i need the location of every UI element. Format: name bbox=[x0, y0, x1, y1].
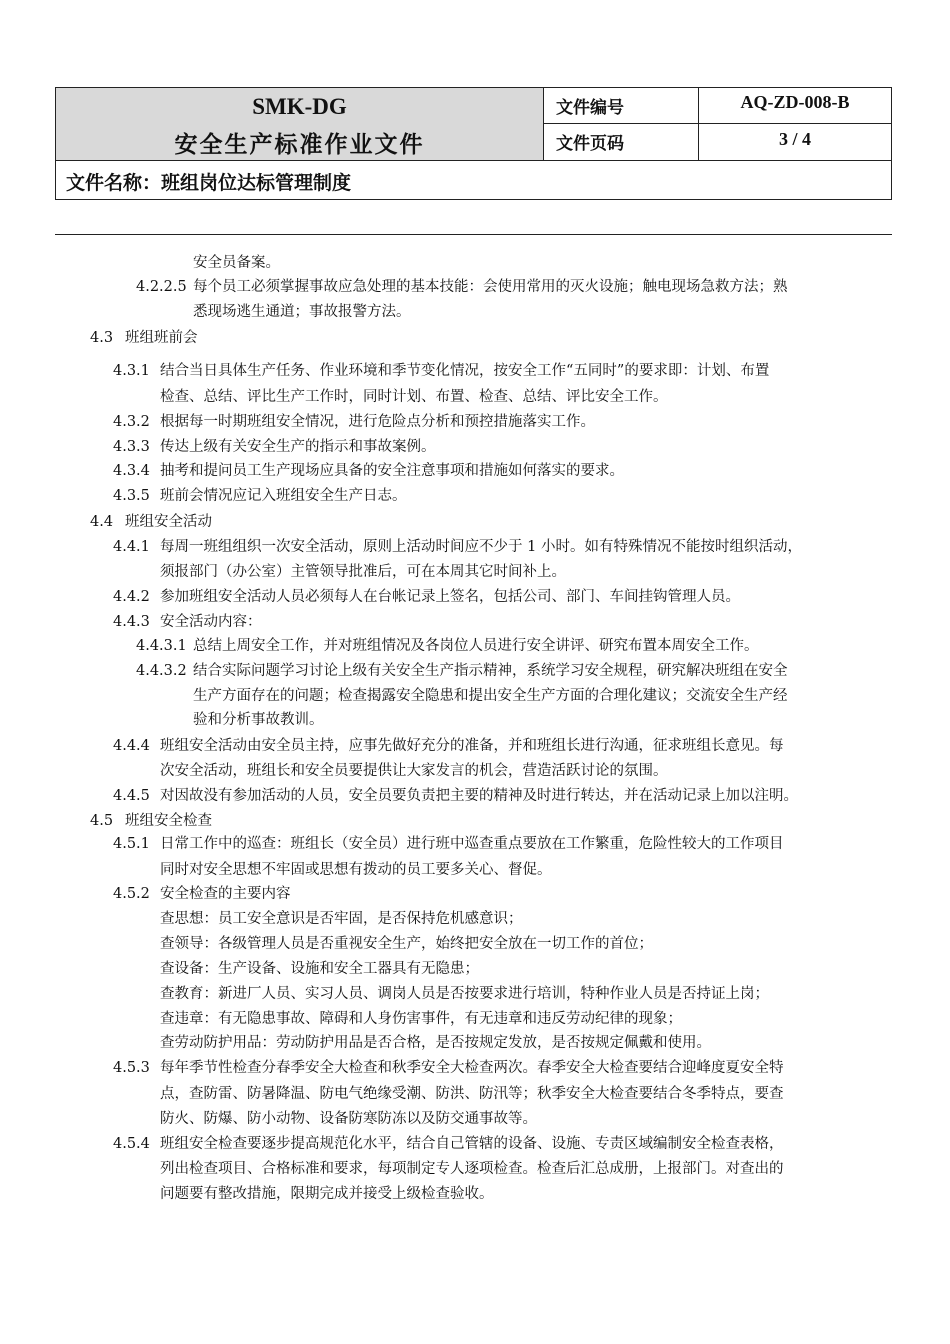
clause-number: 4.3 bbox=[90, 330, 114, 346]
clause-text: 根据每一时期班组安全情况，进行危险点分析和预控措施落实工作。 bbox=[160, 414, 595, 430]
header-subtitle: 安全生产标准作业文件 bbox=[174, 131, 425, 158]
clause-number: 4.3.3 bbox=[113, 439, 150, 455]
clause-text: 列出检查项目、合格标准和要求，每项制定专人逐项检查。检查后汇总成册，上报部门。对查出的 bbox=[160, 1161, 784, 1177]
clause-text: 班组安全活动 bbox=[125, 514, 212, 530]
clause-text: 安全员备案。 bbox=[193, 255, 280, 271]
clause-number: 4.4 bbox=[90, 514, 114, 530]
clause-number: 4.5.2 bbox=[113, 886, 150, 902]
clause-text: 结合当日具体生产任务、作业环境和季节变化情况，按安全工作“五同时”的要求即：计划、布置 bbox=[160, 363, 770, 379]
clause-text: 抽考和提问员工生产现场应具备的安全注意事项和措施如何落实的要求。 bbox=[160, 463, 624, 479]
clause-text: 防火、防爆、防小动物、设备防寒防冻以及防交通事故等。 bbox=[160, 1111, 537, 1127]
document-name: 文件名称：班组岗位达标管理制度 bbox=[66, 172, 352, 194]
clause-number: 4.4.5 bbox=[113, 788, 150, 804]
clause-text: 查思想：员工安全意识是否牢固，是否保持危机感意识； bbox=[160, 911, 523, 927]
clause-text: 传达上级有关安全生产的指示和事故案例。 bbox=[160, 439, 436, 455]
clause-text: 须报部门（办公室）主管领导批准后，可在本周其它时间补上。 bbox=[160, 564, 566, 580]
clause-number: 4.5.3 bbox=[113, 1060, 150, 1076]
clause-number: 4.4.3 bbox=[113, 614, 150, 630]
clause-text: 查劳动防护用品：劳动防护用品是否合格，是否按规定发放，是否按规定佩戴和使用。 bbox=[160, 1035, 711, 1051]
clause-text: 次安全活动，班组长和安全员要提供让大家发言的机会，营造活跃讨论的氛围。 bbox=[160, 763, 668, 779]
clause-text: 安全活动内容： bbox=[160, 614, 262, 630]
page-number-label: 文件页码 bbox=[544, 124, 699, 161]
clause-text: 参加班组安全活动人员必须每人在台帐记录上签名，包括公司、部门、车间挂钩管理人员。 bbox=[160, 589, 740, 605]
clause-number: 4.3.5 bbox=[113, 488, 150, 504]
clause-text: 总结上周安全工作，并对班组情况及各岗位人员进行安全讲评、研究布置本周安全工作。 bbox=[193, 638, 759, 654]
clause-text: 验和分析事故教训。 bbox=[193, 712, 324, 728]
clause-text: 查教育：新进厂人员、实习人员、调岗人员是否按要求进行培训，特种作业人员是否持证上岗； bbox=[160, 986, 769, 1002]
clause-text: 检查、总结、评比生产工作时，同时计划、布置、检查、总结、评比安全工作。 bbox=[160, 389, 668, 405]
clause-text: 生产方面存在的问题；检查揭露安全隐患和提出安全生产方面的合理化建议；交流安全生产经 bbox=[193, 688, 788, 704]
clause-number: 4.2.2.5 bbox=[136, 279, 187, 295]
clause-text: 查设备：生产设备、设施和安全工器具有无隐患； bbox=[160, 961, 479, 977]
clause-text: 问题要有整改措施，限期完成并接受上级检查验收。 bbox=[160, 1186, 494, 1202]
clause-text: 班前会情况应记入班组安全生产日志。 bbox=[160, 488, 407, 504]
doc-number-label: 文件编号 bbox=[544, 88, 699, 124]
clause-number: 4.4.4 bbox=[113, 738, 150, 754]
clause-text: 对因故没有参加活动的人员，安全员要负责把主要的精神及时进行转达，并在活动记录上加以注明。 bbox=[160, 788, 798, 804]
clause-text: 班组安全活动由安全员主持，应事先做好充分的准备，并和班组长进行沟通，征求班组长意见。每 bbox=[160, 738, 784, 754]
org-code: SMK-DG bbox=[252, 94, 347, 119]
clause-number: 4.5.1 bbox=[113, 836, 150, 852]
clause-text: 安全检查的主要内容 bbox=[160, 886, 291, 902]
clause-text: 每个员工必须掌握事故应急处理的基本技能：会使用常用的灭火设施；触电现场急救方法；熟 bbox=[193, 279, 788, 295]
clause-text: 结合实际问题学习讨论上级有关安全生产指示精神，系统学习安全规程，研究解决班组在安全 bbox=[193, 663, 788, 679]
clause-text: 日常工作中的巡查：班组长（安全员）进行班中巡查重点要放在工作繁重，危险性较大的工作项目 bbox=[160, 836, 784, 852]
doc-number-value: AQ-ZD-008-B bbox=[699, 88, 891, 124]
header-divider bbox=[55, 234, 892, 235]
clause-text: 点，查防雷、防暑降温、防电气绝缘受潮、防洪、防汛等；秋季安全大检查要结合冬季特点，要查 bbox=[160, 1086, 784, 1102]
clause-number: 4.3.4 bbox=[113, 463, 150, 479]
clause-text: 同时对安全思想不牢固或思想有拨动的员工要多关心、督促。 bbox=[160, 862, 552, 878]
clause-number: 4.4.3.2 bbox=[136, 663, 187, 679]
clause-number: 4.5.4 bbox=[113, 1136, 150, 1152]
clause-number: 4.3.2 bbox=[113, 414, 150, 430]
clause-text: 班组安全检查 bbox=[125, 813, 212, 829]
clause-number: 4.4.1 bbox=[113, 539, 150, 555]
clause-number: 4.4.2 bbox=[113, 589, 150, 605]
document-header bbox=[55, 87, 892, 200]
clause-number: 4.5 bbox=[90, 813, 114, 829]
clause-number: 4.4.3.1 bbox=[136, 638, 187, 654]
clause-text: 查违章：有无隐患事故、障碍和人身伤害事件，有无违章和违反劳动纪律的现象； bbox=[160, 1011, 682, 1027]
clause-text: 班组班前会 bbox=[125, 330, 198, 346]
clause-text: 查领导：各级管理人员是否重视安全生产，始终把安全放在一切工作的首位； bbox=[160, 936, 653, 952]
clause-text: 悉现场逃生通道；事故报警方法。 bbox=[193, 304, 411, 320]
clause-text: 每年季节性检查分春季安全大检查和秋季安全大检查两次。春季安全大检查要结合迎峰度夏安全特 bbox=[160, 1060, 784, 1076]
header-title-block bbox=[56, 88, 544, 161]
clause-text: 每周一班组组织一次安全活动，原则上活动时间应不少于 1 小时。如有特殊情况不能按时组织活动， bbox=[160, 539, 802, 555]
clause-number: 4.3.1 bbox=[113, 363, 150, 379]
page-number-value: 3 / 4 bbox=[699, 124, 891, 161]
clause-text: 班组安全检查要逐步提高规范化水平，结合自己管辖的设备、设施、专责区域编制安全检查表格， bbox=[160, 1136, 784, 1152]
